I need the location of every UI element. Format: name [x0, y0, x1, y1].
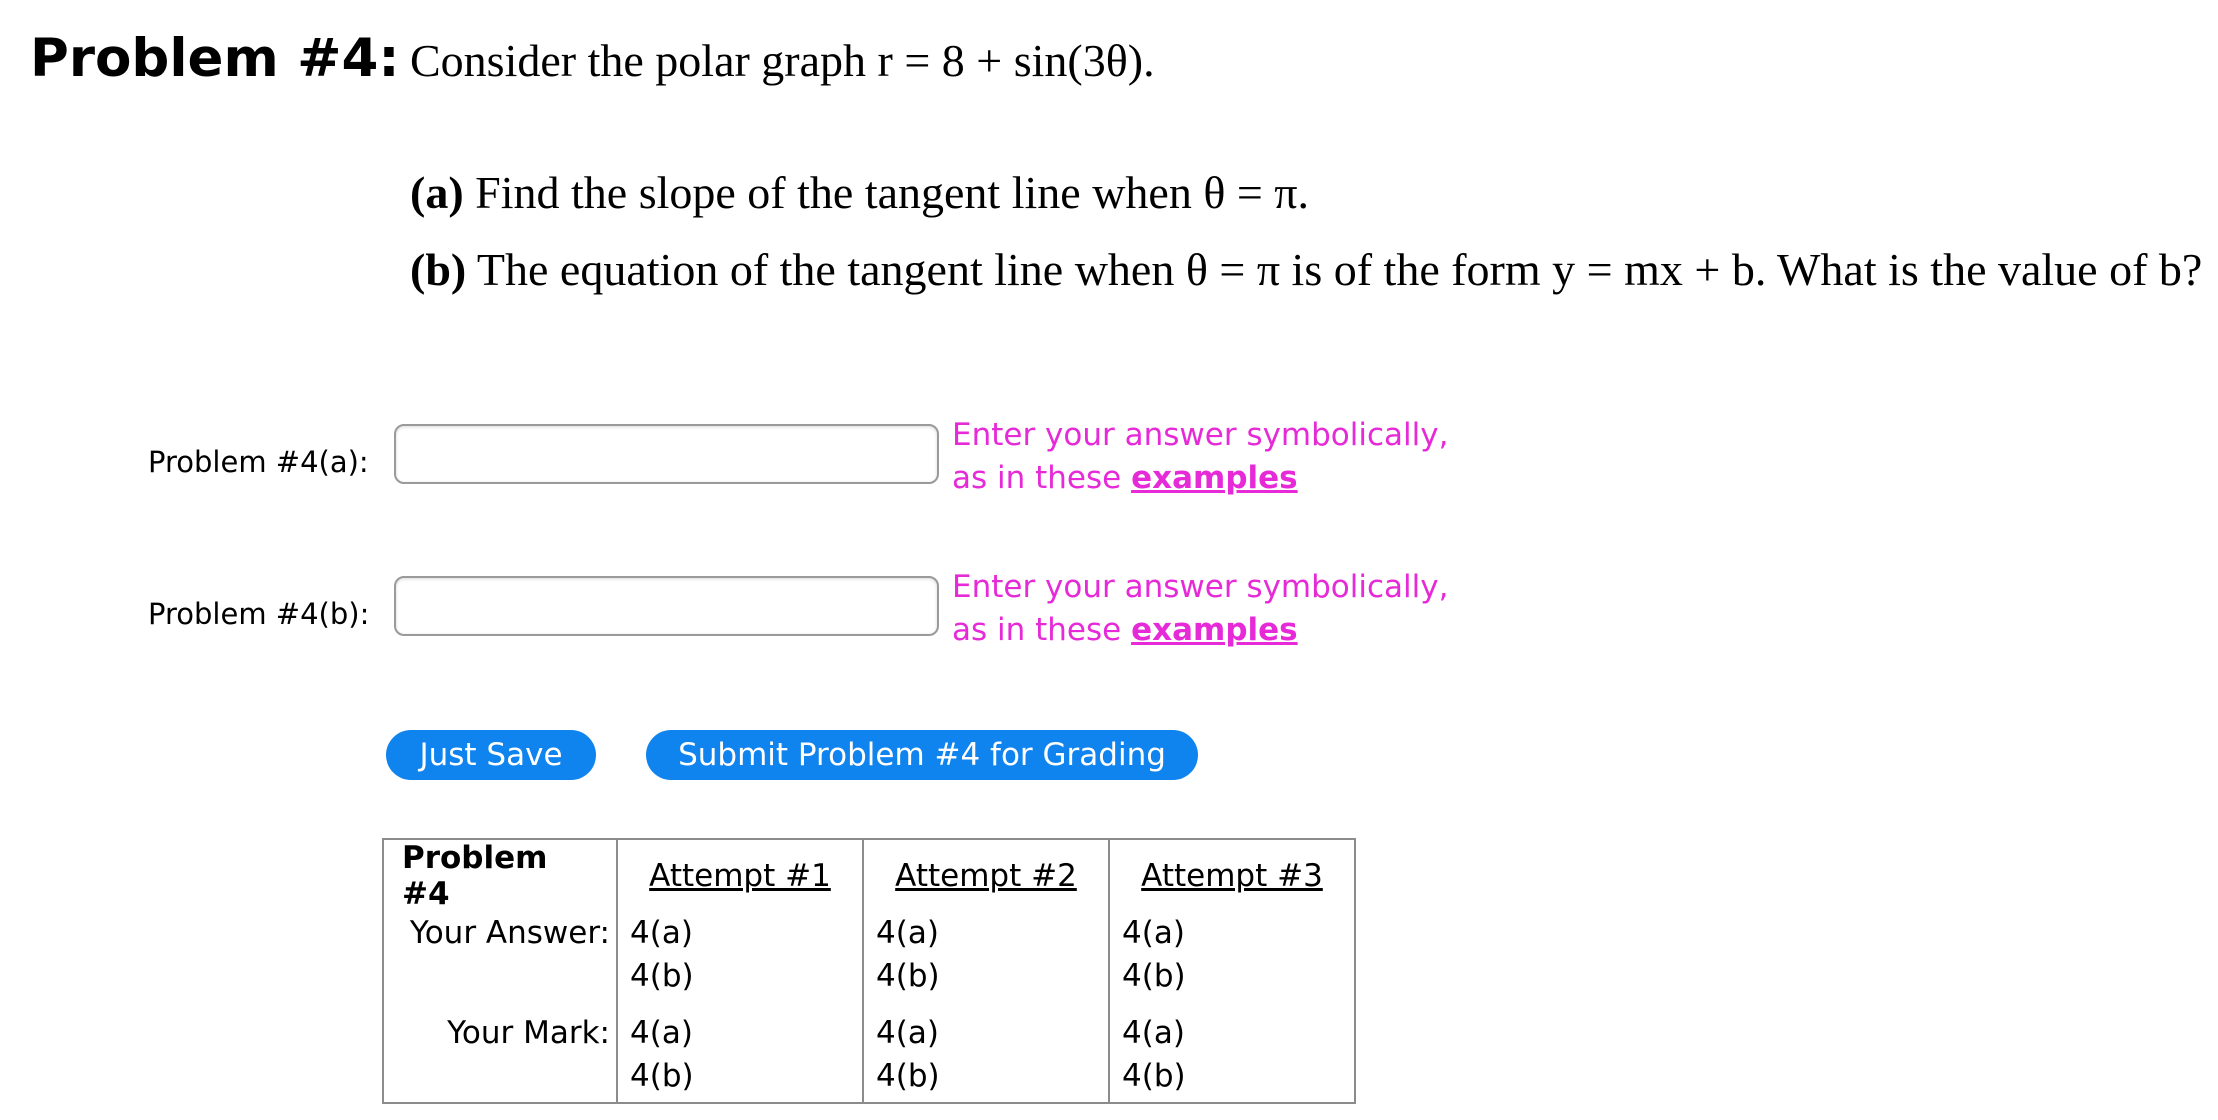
- attempt-1-header[interactable]: [617, 839, 863, 912]
- answer-b-input[interactable]: [394, 576, 939, 636]
- table-row: [383, 912, 1355, 1012]
- attempt-2-mark: 4(a) 4(b): [863, 1012, 1109, 1103]
- problem-title: Problem #4:: [30, 28, 400, 89]
- attempt-3-header[interactable]: [1109, 839, 1355, 912]
- just-save-button[interactable]: Just Save: [386, 730, 596, 780]
- part-b-tag: (b): [410, 244, 467, 295]
- attempt-1-answer: 4(a) 4(b): [617, 912, 863, 1012]
- answer-b-label: Problem #4(b):: [148, 597, 370, 631]
- answer-a-input[interactable]: [394, 424, 939, 484]
- attempt-2-header[interactable]: [863, 839, 1109, 912]
- part-a-text: Find the slope of the tangent line when θ = π.: [475, 167, 1310, 218]
- part-a: [410, 166, 1309, 219]
- table-header-problem: Problem #4: [402, 840, 548, 912]
- attempt-2-link[interactable]: Attempt #2: [895, 858, 1077, 894]
- hint-line: Enter your answer symbolically,: [952, 417, 1449, 453]
- attempt-3-answer: 4(a) 4(b): [1109, 912, 1355, 1012]
- part-b: [410, 243, 2202, 296]
- answer-b-hint: [952, 566, 1448, 652]
- your-answer-label: Your Answer:: [409, 915, 610, 951]
- part-a-tag: (a): [410, 167, 464, 218]
- examples-link[interactable]: examples: [1131, 460, 1298, 496]
- attempts-table: [382, 838, 1356, 1104]
- answer-a-label: Problem #4(a):: [148, 445, 369, 479]
- hint-prefix: as in these: [952, 612, 1132, 648]
- examples-link[interactable]: examples: [1131, 612, 1298, 648]
- hint-prefix: as in these: [952, 460, 1132, 496]
- table-header-row: [383, 839, 1355, 912]
- attempt-1-mark: 4(a) 4(b): [617, 1012, 863, 1103]
- hint-line: Enter your answer symbolically,: [952, 569, 1449, 605]
- polar-equation: r = 8 + sin(3θ).: [877, 35, 1155, 86]
- attempt-3-link[interactable]: Attempt #3: [1141, 858, 1323, 894]
- part-b-text: The equation of the tangent line when θ = π is of the form y = mx + b. What is the value of b?: [476, 244, 2203, 295]
- your-mark-label: Your Mark:: [447, 1015, 610, 1051]
- attempt-2-answer: 4(a) 4(b): [863, 912, 1109, 1012]
- attempt-1-link[interactable]: Attempt #1: [649, 858, 831, 894]
- statement-prefix: Consider the polar graph: [410, 35, 878, 86]
- attempt-3-mark: 4(a) 4(b): [1109, 1012, 1355, 1103]
- problem-statement: [410, 34, 1155, 87]
- answer-a-hint: [952, 414, 1448, 500]
- table-row: [383, 1012, 1355, 1103]
- submit-grading-button[interactable]: Submit Problem #4 for Grading: [646, 730, 1198, 780]
